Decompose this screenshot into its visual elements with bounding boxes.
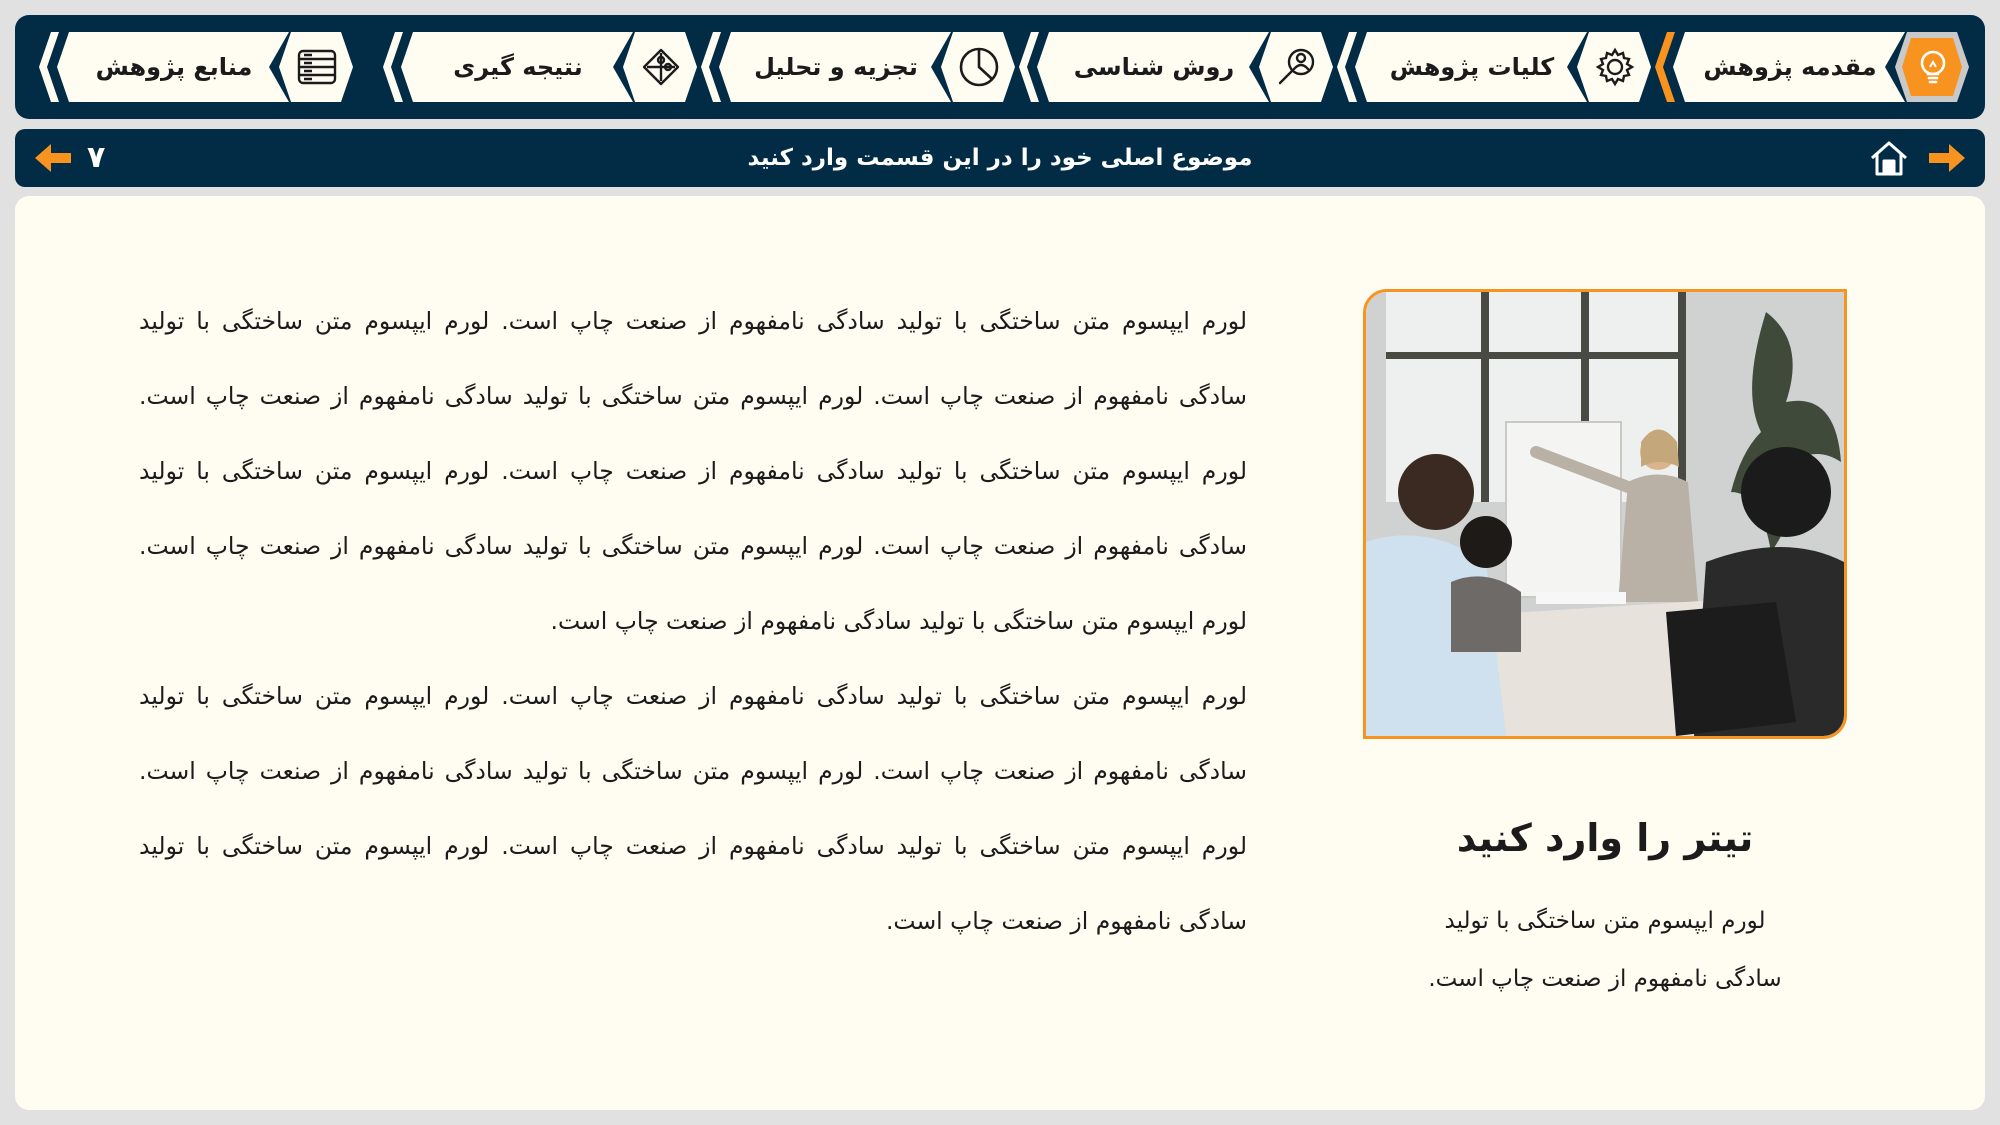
main-topic-title: موضوع اصلی خود را در این قسمت وارد کنید	[747, 145, 1253, 171]
caption-line: لورم ایپسوم متن ساختگی با تولید	[1444, 908, 1766, 934]
puzzle-icon	[617, 30, 705, 104]
body-line: سادگی نامفهوم از صنعت چاپ است. لورم ایپسوم متن ساختگی با تولید سادگی نامفهوم از صنعت چاپ است.	[139, 757, 1247, 785]
arrow-left-icon[interactable]	[33, 129, 73, 187]
body-paragraphs	[139, 284, 1247, 959]
top-navigation-bar	[15, 15, 1985, 119]
content-panel	[15, 196, 1985, 1110]
sub-header-bar	[15, 129, 1985, 187]
magnifier-person-icon	[1253, 30, 1341, 104]
tab-label: روش شناسی	[1073, 53, 1235, 81]
tab-label: نتیجه گیری	[453, 53, 583, 81]
tab-label: مقدمه پژوهش	[1703, 53, 1877, 81]
meeting-photo-illustration	[1366, 292, 1844, 736]
body-line: سادگی نامفهوم از صنعت چاپ است.	[885, 907, 1247, 935]
tab-research-introduction[interactable]	[1655, 30, 1969, 104]
page-number: ۷	[87, 140, 106, 175]
body-line: لورم ایپسوم متن ساختگی با تولید سادگی نامفهوم از صنعت چاپ است. لورم ایپسوم متن ساختگی با تولید	[139, 307, 1247, 335]
tab-methodology[interactable]	[1019, 30, 1333, 104]
caption-line: سادگی نامفهوم از صنعت چاپ است.	[1428, 966, 1782, 992]
tab-research-overview[interactable]	[1337, 30, 1651, 104]
tab-label: تجزیه و تحلیل	[754, 53, 918, 81]
tab-label: کلیات پژوهش	[1389, 53, 1555, 81]
tab-conclusion[interactable]	[383, 30, 697, 104]
lightbulb-icon	[1889, 30, 1977, 104]
body-line: لورم ایپسوم متن ساختگی با تولید سادگی نامفهوم از صنعت چاپ است. لورم ایپسوم متن ساختگی با تولید	[139, 682, 1247, 710]
body-line: سادگی نامفهوم از صنعت چاپ است. لورم ایپسوم متن ساختگی با تولید سادگی نامفهوم از صنعت چاپ است.	[139, 382, 1247, 410]
document-stack-icon	[273, 30, 361, 104]
caption-title: تیتر را وارد کنید	[1456, 816, 1754, 860]
tab-analysis[interactable]	[701, 30, 1015, 104]
body-line: لورم ایپسوم متن ساختگی با تولید سادگی نامفهوم از صنعت چاپ است. لورم ایپسوم متن ساختگی با تولید	[139, 457, 1247, 485]
home-icon[interactable]	[1869, 129, 1909, 187]
tab-label: منابع پژوهش	[95, 53, 253, 81]
arrow-right-icon[interactable]	[1927, 129, 1967, 187]
body-line: لورم ایپسوم متن ساختگی با تولید سادگی نامفهوم از صنعت چاپ است. لورم ایپسوم متن ساختگی با تولید	[139, 832, 1247, 860]
pie-chart-icon	[935, 30, 1023, 104]
gear-icon	[1571, 30, 1659, 104]
meeting-photo	[1363, 289, 1847, 739]
body-line: سادگی نامفهوم از صنعت چاپ است. لورم ایپسوم متن ساختگی با تولید سادگی نامفهوم از صنعت چاپ است.	[139, 532, 1247, 560]
body-line: لورم ایپسوم متن ساختگی با تولید سادگی نامفهوم از صنعت چاپ است.	[550, 607, 1247, 635]
tab-research-sources[interactable]	[39, 30, 353, 104]
